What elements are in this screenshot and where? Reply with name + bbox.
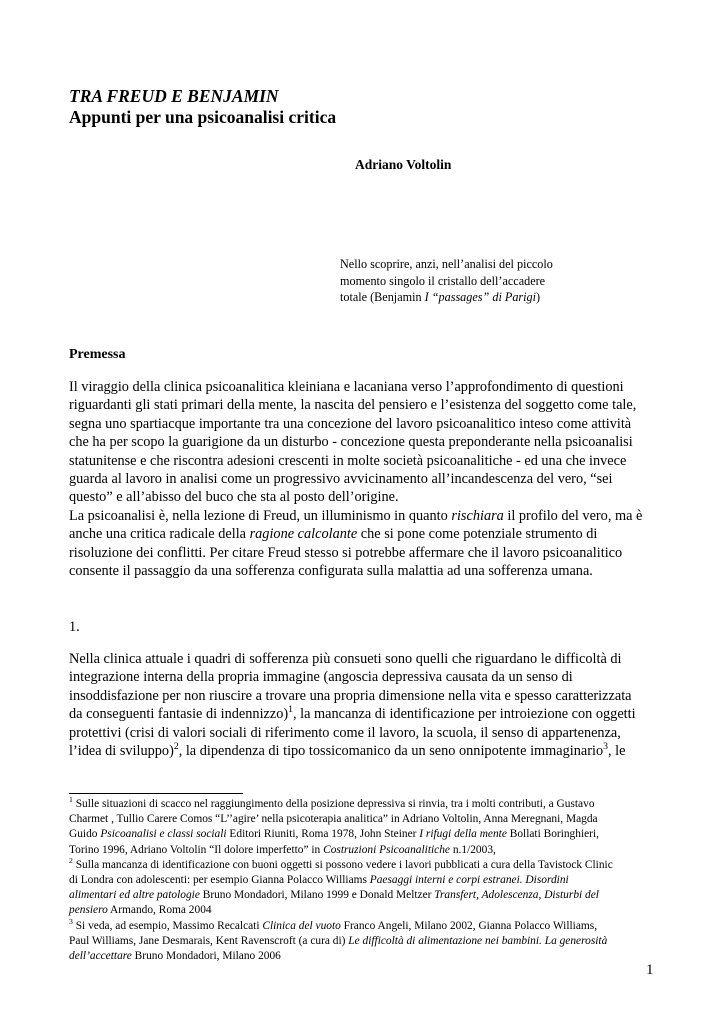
epigraph (340, 256, 553, 306)
paragraph-line: integrazione interna della propria immagine (angoscia depressiva causata da un senso di (69, 669, 573, 686)
footnote-ref[interactable]: 2 (173, 741, 179, 753)
footnote-2: $^2$ Sulla mancanza di identificazione con buoni oggetti si possono vedere i lavori pubblicati a cura della Tavistock Clinic (69, 856, 613, 871)
document-subtitle: Appunti per una psicoanalisi critica (69, 107, 337, 127)
author-name: Adriano Voltolin (355, 157, 452, 172)
section1-paragraph (69, 650, 636, 760)
paragraph-line: riguardanti gli stati primari della mente, la nascita del pensiero e l’esistenza del soggetto come tale, (69, 397, 637, 414)
section-number: 1. (69, 619, 80, 635)
footnote-line: Guido Psicoanalisi e classi sociali Editori Riuniti, Roma 1978, John Steiner I rifugi della mente Bollati Boringhieri, (69, 828, 599, 841)
document-title: TRA FREUD E BENJAMIN (69, 86, 279, 106)
paragraph-line: protettivi (crisi di valori sociali di riferimento come il lavoro, la scuola, il senso di appartenenza, (69, 724, 621, 741)
page-number: 1 (646, 962, 654, 978)
footnote-line: alimentari ed altre patologie Bruno Mondadori, Milano 1999 e Donald Meltzer Transfert, Adolescenza, Disturbi del (69, 889, 599, 902)
epigraph-line: Nello scoprire, anzi, nell’analisi del piccolo (340, 257, 553, 271)
footnote-line: Charmet , Tullio Carere Comos “L’’agire’ nella psicoterapia analitica” in Adriano Voltolin, Anna Meregnani, Magda (69, 813, 598, 826)
paragraph-line: che ha per scopo la guarigione da un disturbo - concezione questa preponderante nella psicoanalisi (69, 434, 633, 451)
premessa-paragraph (69, 378, 642, 580)
paragraph-line: insoddisfazione per non riuscire a trovare una propria dimensione nella vita e spesso caratterizzata (69, 687, 632, 704)
paragraph-line: anche una critica radicale della ragione calcolante che si pone come potenziale strumento di (69, 526, 598, 543)
footnote-separator (69, 793, 243, 794)
footnote-3: $^3$ Si veda, ad esempio, Massimo Recalcati Clinica del vuoto Franco Angeli, Milano 2002, Gianna Polacco Williams, (69, 916, 598, 932)
paragraph-line: segna uno spartiacque importante tra una concezione del lavoro psicoanalitico inteso come attività (69, 415, 632, 432)
footnote-ref[interactable]: 3 (603, 741, 608, 753)
paragraph-line: statunitense e che riscontra adesioni crescenti in molte società psicoanalitiche - ed una che invece (69, 452, 627, 469)
paragraph-line: Nella clinica attuale i quadri di sofferenza più consueti sono quelli che riguardano le difficoltà di (69, 651, 622, 667)
paragraph-line: guarda al lavoro in analisi come un progressivo avvicinamento all’incandescenza del vero, “sei (69, 471, 613, 488)
footnotes (69, 797, 613, 964)
paragraph-line: risoluzione dei conflitti. Per citare Freud stesso si potrebbe affermare che il lavoro psicoanalitico (69, 544, 623, 561)
epigraph-line: momento singolo il cristallo dell’accadere (340, 273, 546, 288)
paragraph-line: l’idea di sviluppo)$^2$, la dipendenza di tipo tossicomanico da un seno onnipotente immaginario$^3$, le (69, 741, 626, 760)
epigraph-citation: I “passages” di Parigi (424, 290, 537, 304)
footnote-line: pensiero Armando, Roma 2004 (69, 904, 212, 917)
paragraph-line: La psicoanalisi è, nella lezione di Freud, un illuminismo in quanto rischiara il profilo del vero, ma è (69, 507, 643, 524)
footnote-line: di Londra con adolescenti: per esempio Gianna Polacco Williams Paesaggi interni e corpi estranei. Disordini (69, 874, 569, 887)
paragraph-line: consente il passaggio da una sofferenza configurata sulla malattia ad una sofferenza umana. (69, 563, 593, 580)
paragraph-line: Il viraggio della clinica psicoanalitica kleiniana e lacaniana verso l’approfondimento di questioni (69, 379, 624, 395)
footnote-line: Paul Williams, Jane Desmarais, Kent Ravenscroft (a cura di) Le difficoltà di alimentazione nei bambini. La generosità (69, 934, 608, 947)
footnote-line: Torino 1996, Adriano Voltolin “Il dolore imperfetto” in Costruzioni Psicoanalitiche n.1/2003, (69, 843, 496, 856)
epigraph-line: totale (Benjamin I “passages” di Parigi) (340, 290, 541, 304)
footnote-ref[interactable]: 1 (288, 704, 293, 716)
paragraph-line: da conseguenti fantasie di indennizzo)$^1$, la mancanza di identificazione per introiezione con oggetti (69, 704, 636, 723)
section-heading-premessa: Premessa (69, 347, 126, 362)
paragraph-line: questo” e all’abisso del buco che sta al posto dell’origine. (69, 489, 399, 506)
footnote-1: $^1$ Sulle situazioni di scacco nel raggiungimento della posizione depressiva si rinvia, tra i molti contributi, a Gustavo (69, 795, 595, 810)
footnote-line: dell’accettare Bruno Mondadori, Milano 2006 (69, 950, 281, 963)
